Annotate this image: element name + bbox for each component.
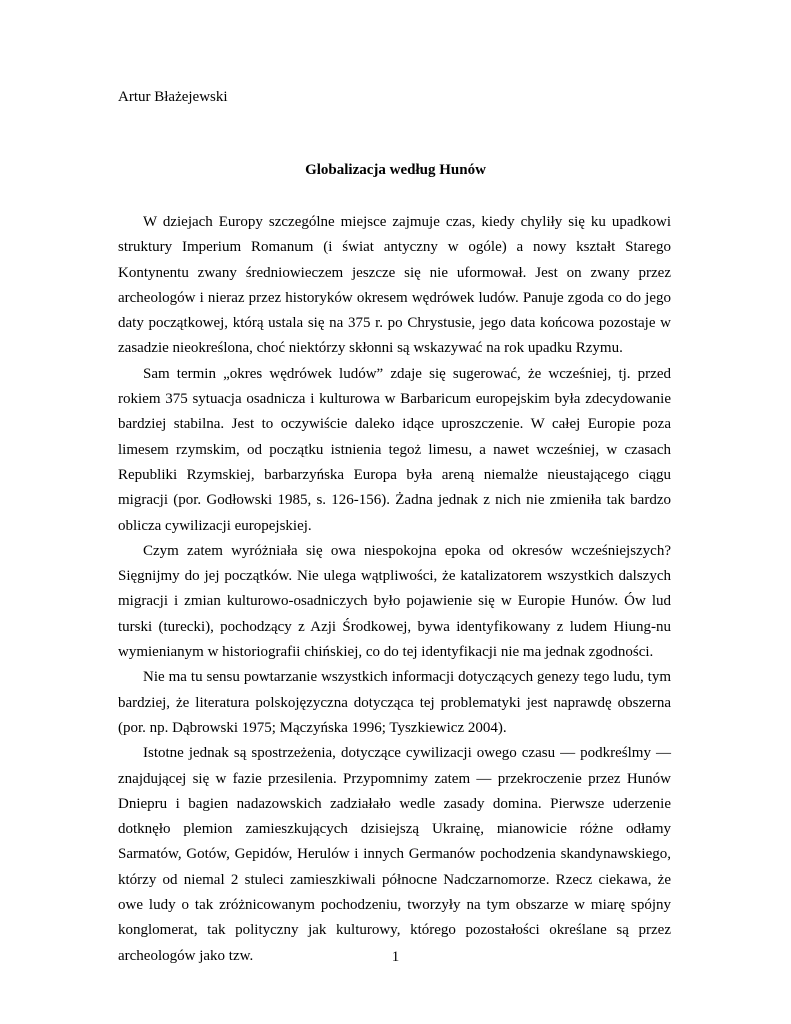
body-text xyxy=(118,210,671,969)
paragraph: Sam termin „okres wędrówek ludów” zdaje się sugerować, że wcześniej, tj. przed rokiem 375 sytuacja osadnicza i kulturowa w Barbaricum europejskim była zdecydowanie bardziej stabilna. Jest to oczywiście daleko idące uproszczenie. W całej Europie poza limesem rzymskim, od początku istnienia tegoż limesu, a nawet wcześniej, w czasach Republiki Rzymskiej, barbarzyńska Europa była areną niemalże nieustającego ciągu migracji (por. Godłowski 1985, s. 126-156). Żadna jednak z nich nie zmieniła tak bardzo oblicza cywilizacji europejskiej. xyxy=(118,365,671,534)
paragraph: Istotne jednak są spostrzeżenia, dotyczące cywilizacji owego czasu — podkreślmy — znajdującej się w fazie przesilenia. Przypomnimy zatem — przekroczenie przez Hunów Dniepru i bagien nadazowskich zadziałało wedle zasady domina. Pierwsze uderzenie dotknęło plemion zamieszkujących dzisiejszą Ukrainę, mianowicie różne odłamy Sarmatów, Gotów, Gepidów, Herulów i innych Germanów pochodzenia skandynawskiego, którzy od niemal 2 stuleci zamieszkiwali północne Nadczarnomorze. Rzecz ciekawa, że owe ludy o tak zróżnicowanym pochodzeniu, tworzyły na tym obszarze w miarę spójny konglomerat, tak polityczny jak kulturowy, którego pozostałości określane są przez archeologów jako tzw. xyxy=(118,745,671,964)
document-title: Globalizacja według Hunów xyxy=(305,162,486,178)
paragraph: Nie ma tu sensu powtarzanie wszystkich informacji dotyczących genezy tego ludu, tym bardziej, że literatura polskojęzyczna dotycząca tej problematyki jest naprawdę obszerna (por. np. Dąbrowski 1975; Mączyńska 1996; Tyszkiewicz 2004). xyxy=(118,669,671,736)
paragraph: Czym zatem wyróżniała się owa niespokojna epoka od okresów wcześniejszych? Sięgnijmy do jej początków. Nie ulega wątpliwości, że katalizatorem wszystkich dalszych migracji i zmian kulturowo-osadniczych było pojawienie się w Europie Hunów. Ów lud turski (turecki), pochodzący z Azji Środkowej, bywa identyfikowany z ludem Hiung-nu wymienianym w historiografii chińskiej, co do tej identyfikacji nie ma jednak zgodności. xyxy=(118,542,671,661)
page-number: 1 xyxy=(391,949,400,965)
paragraph: W dziejach Europy szczególne miejsce zajmuje czas, kiedy chyliły się ku upadkowi struktury Imperium Romanum (i świat antyczny w ogóle) a nowy kształt Starego Kontynentu zwany średniowieczem jeszcze się nie uformował. Jest on zwany przez archeologów i nieraz przez historyków okresem wędrówek ludów. Panuje zgoda co do jego daty początkowej, którą ustala się na 375 r. po Chrystusie, jego data końcowa pozostaje w zasadzie nieokreślona, choć niektórzy skłonni są wskazywać na rok upadku Rzymu. xyxy=(118,214,671,357)
author-name: Artur Błażejewski xyxy=(118,89,228,105)
